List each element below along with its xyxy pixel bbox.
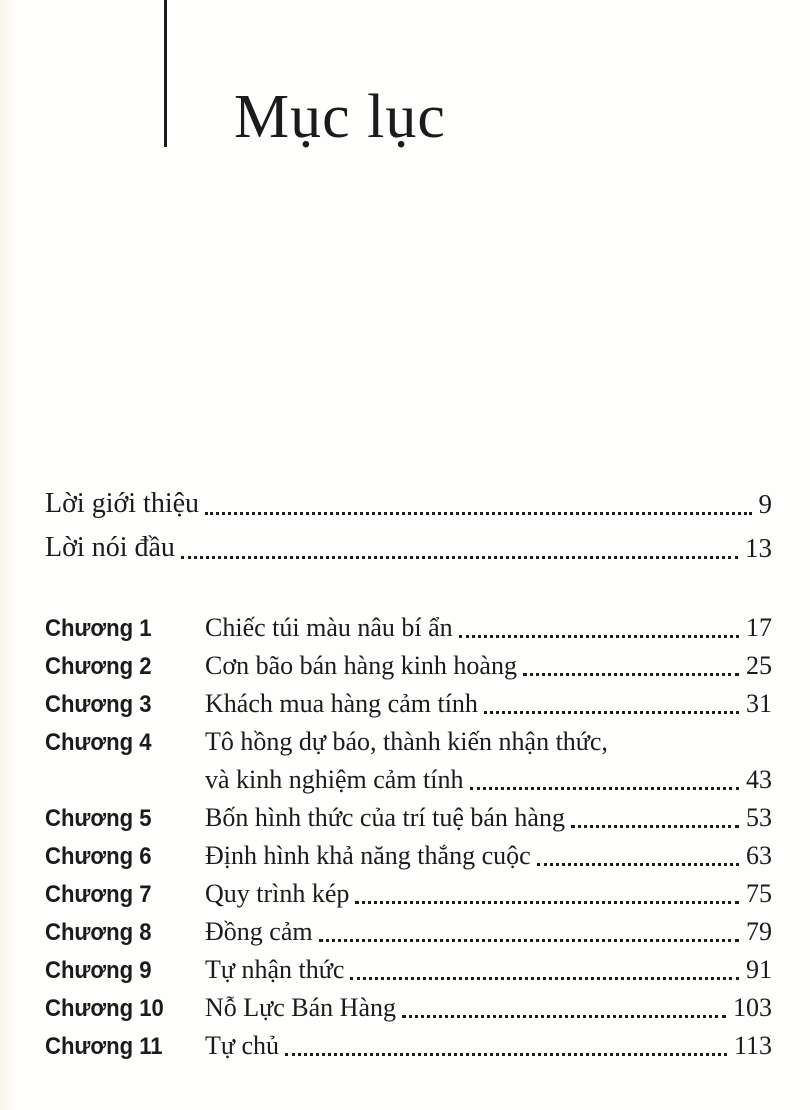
scan-edge-shadow bbox=[0, 0, 16, 1110]
entry-page-number: 25 bbox=[746, 651, 772, 680]
entry-title: Bốn hình thức của trí tuệ bán hàng bbox=[205, 803, 565, 832]
dot-leader bbox=[571, 825, 739, 828]
entry-page-number: 53 bbox=[746, 803, 772, 832]
toc-entry-front-matter bbox=[45, 527, 772, 571]
title-vertical-rule bbox=[164, 0, 167, 147]
chapter-label: Chương 3 bbox=[45, 691, 152, 718]
toc-entry-chapter-4-line-1 bbox=[45, 725, 772, 763]
section-gap bbox=[45, 571, 772, 611]
toc-entry-chapter-9 bbox=[45, 953, 772, 991]
entry-title: Nỗ Lực Bán Hàng bbox=[205, 993, 396, 1022]
entry-title: Lời nói đầu bbox=[45, 532, 175, 563]
entry-page-number: 31 bbox=[746, 689, 772, 718]
chapter-label: Chương 9 bbox=[45, 957, 152, 984]
entry-page-number: 17 bbox=[746, 613, 772, 642]
entry-title: Tự chủ bbox=[205, 1031, 280, 1060]
dot-leader bbox=[459, 635, 739, 638]
entry-title: Tô hồng dự báo, thành kiến nhận thức, bbox=[205, 727, 608, 756]
chapter-label: Chương 10 bbox=[45, 995, 164, 1022]
entry-title: Chiếc túi màu nâu bí ẩn bbox=[205, 613, 453, 642]
toc-entry-chapter-5 bbox=[45, 801, 772, 839]
entry-page-number: 75 bbox=[746, 879, 772, 908]
chapter-label: Chương 8 bbox=[45, 919, 152, 946]
entry-page-number: 43 bbox=[746, 765, 772, 794]
entry-title: Đồng cảm bbox=[205, 917, 313, 946]
page-title: Mục lục bbox=[234, 83, 446, 151]
entry-page-number: 13 bbox=[745, 533, 772, 563]
entry-title-continued: và kinh nghiệm cảm tính bbox=[205, 765, 464, 794]
dot-leader bbox=[355, 901, 739, 904]
entry-title: Cơn bão bán hàng kinh hoàng bbox=[205, 651, 517, 680]
toc-entry-chapter-7 bbox=[45, 877, 772, 915]
entry-page-number: 79 bbox=[746, 917, 772, 946]
entry-title: Quy trình kép bbox=[205, 879, 350, 908]
toc-entry-chapter-2 bbox=[45, 649, 772, 687]
entry-page-number: 91 bbox=[746, 955, 772, 984]
dot-leader bbox=[470, 787, 739, 790]
entry-title: Khách mua hàng cảm tính bbox=[205, 689, 478, 718]
chapter-label: Chương 1 bbox=[45, 615, 152, 642]
entry-page-number: 113 bbox=[733, 1031, 772, 1060]
toc-list bbox=[45, 483, 772, 1067]
chapter-label: Chương 7 bbox=[45, 881, 152, 908]
dot-leader bbox=[402, 1015, 726, 1018]
chapter-label: Chương 6 bbox=[45, 843, 152, 870]
toc-entry-chapter-4-line-2 bbox=[45, 763, 772, 801]
entry-page-number: 9 bbox=[758, 489, 772, 519]
entry-page-number: 63 bbox=[746, 841, 772, 870]
entry-title: Tự nhận thức bbox=[205, 955, 345, 984]
dot-leader bbox=[285, 1053, 727, 1056]
dot-leader bbox=[205, 512, 751, 515]
toc-entry-chapter-6 bbox=[45, 839, 772, 877]
dot-leader bbox=[523, 673, 739, 676]
chapter-label: Chương 4 bbox=[45, 729, 152, 756]
toc-entry-chapter-1 bbox=[45, 611, 772, 649]
toc-entry-front-matter bbox=[45, 483, 772, 527]
chapter-label: Chương 11 bbox=[45, 1033, 163, 1060]
toc-entry-chapter-11 bbox=[45, 1029, 772, 1067]
toc-entry-chapter-8 bbox=[45, 915, 772, 953]
toc-entry-chapter-10 bbox=[45, 991, 772, 1029]
chapter-label: Chương 5 bbox=[45, 805, 152, 832]
dot-leader bbox=[181, 556, 738, 559]
toc-entry-chapter-3 bbox=[45, 687, 772, 725]
chapter-label: Chương 2 bbox=[45, 653, 152, 680]
entry-page-number: 103 bbox=[733, 993, 772, 1022]
entry-title: Lời giới thiệu bbox=[45, 488, 200, 519]
dot-leader bbox=[537, 863, 739, 866]
dot-leader bbox=[484, 711, 739, 714]
dot-leader bbox=[319, 939, 739, 942]
dot-leader bbox=[350, 977, 739, 980]
entry-title: Định hình khả năng thắng cuộc bbox=[205, 841, 531, 870]
